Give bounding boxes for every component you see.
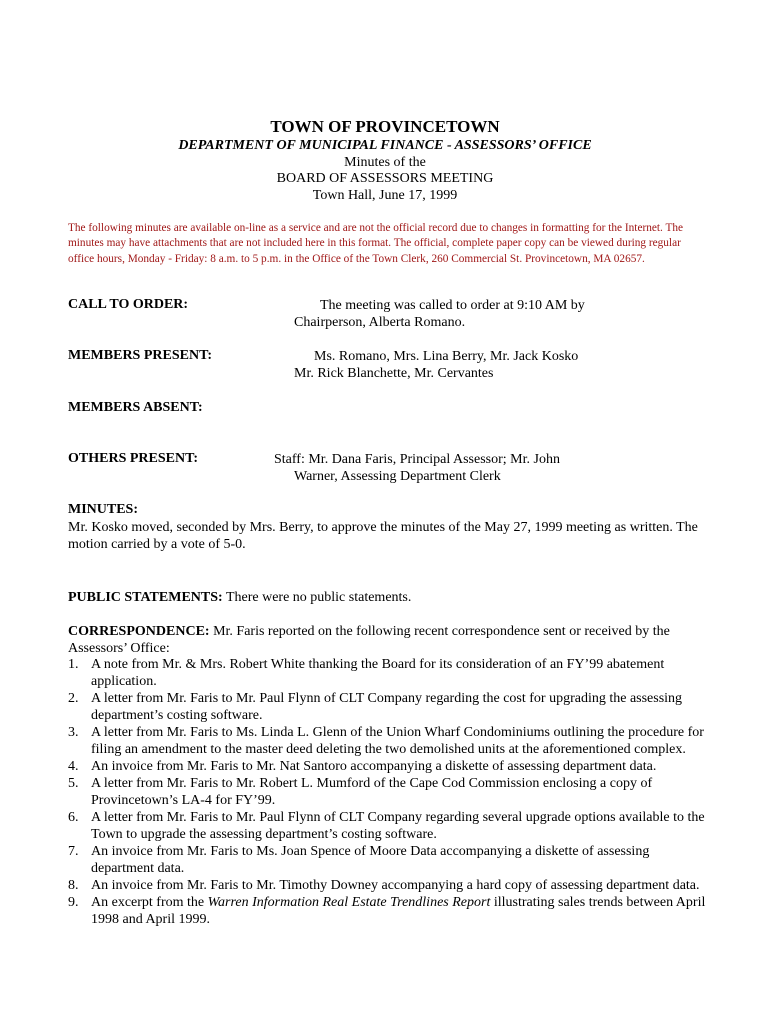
members-present-line1: Ms. Romano, Mrs. Lina Berry, Mr. Jack Kosko xyxy=(314,349,579,364)
list-item: 4. An invoice from Mr. Faris to Mr. Nat Santoro accompanying a diskette of assessing department data. xyxy=(68,759,657,774)
correspondence-intro: Mr. Faris reported on the following recent correspondence sent or received by the Assessors’ Office: xyxy=(68,624,670,656)
correspondence-label: CORRESPONDENCE: xyxy=(68,624,210,639)
others-present-label: OTHERS PRESENT: xyxy=(68,451,199,466)
list-item: 9. An excerpt from the Warren Information Real Estate Trendlines Report illustrating sales trends between April 1998 and April 1999. xyxy=(68,895,706,927)
report-title: Warren Information Real Estate Trendlines Report xyxy=(207,895,491,910)
list-item: 3. A letter from Mr. Faris to Ms. Linda L. Glenn of the Union Wharf Condominiums outlining the procedure for filing an amendment to the master deed deleting the two demolished units at the aforementioned complex. xyxy=(68,725,704,757)
correspondence-paragraph xyxy=(68,623,708,657)
list-item: 8. An invoice from Mr. Faris to Mr. Timothy Downey accompanying a hard copy of assessing department data. xyxy=(68,878,700,893)
meeting-location-date: Town Hall, June 17, 1999 xyxy=(312,188,458,203)
minutes-label: MINUTES: xyxy=(68,502,139,517)
members-absent-label: MEMBERS ABSENT: xyxy=(68,400,203,415)
members-present-line2: Mr. Rick Blanchette, Mr. Cervantes xyxy=(294,366,494,381)
call-to-order-label: CALL TO ORDER: xyxy=(68,297,189,312)
call-to-order-line2: Chairperson, Alberta Romano. xyxy=(294,315,466,330)
public-statements-label: PUBLIC STATEMENTS: xyxy=(68,590,223,605)
document-title: TOWN OF PROVINCETOWN xyxy=(270,117,500,136)
list-item: 5. A letter from Mr. Faris to Mr. Robert L. Mumford of the Cape Cod Commission enclosing a copy of Provincetown’s LA-4 for FY’99. xyxy=(68,776,653,808)
others-present-line1: Staff: Mr. Dana Faris, Principal Assessor; Mr. John xyxy=(274,452,560,467)
correspondence-list xyxy=(68,656,708,928)
meeting-name: BOARD OF ASSESSORS MEETING xyxy=(276,171,494,186)
list-item: 6. A letter from Mr. Faris to Mr. Paul Flynn of CLT Company regarding several upgrade options available to the Town to upgrade the assessing department’s costing software. xyxy=(68,810,705,842)
minutes-of-line: Minutes of the xyxy=(344,155,426,170)
minutes-text: Mr. Kosko moved, seconded by Mrs. Berry, to approve the minutes of the May 27, 1999 meeting as written. The motion carried by a vote of 5-0. xyxy=(68,520,698,552)
call-to-order-line1: The meeting was called to order at 9:10 AM by xyxy=(320,298,585,313)
members-present-label: MEMBERS PRESENT: xyxy=(68,348,213,363)
list-item: 2. A letter from Mr. Faris to Mr. Paul Flynn of CLT Company regarding the cost for upgrading the assessing department’s costing software. xyxy=(68,691,683,723)
public-statements-text: There were no public statements. xyxy=(225,590,412,605)
online-notice: The following minutes are available on-line as a service and are not the official record due to changes in formatting for the Internet. The minutes may have attachments that are not included here in this format. The official, complete paper copy can be viewed during regular office hours, Monday - Friday: 8 a.m. to 5 p.m. in the Office of the Town Clerk, 260 Commercial St. Provincetown, MA 02657. xyxy=(68,222,684,265)
department-heading: DEPARTMENT OF MUNICIPAL FINANCE - ASSESSORS’ OFFICE xyxy=(178,138,592,153)
list-item: 7. An invoice from Mr. Faris to Ms. Joan Spence of Moore Data accompanying a diskette of assessing department data. xyxy=(68,844,650,876)
public-statements-paragraph xyxy=(68,589,708,606)
list-item: 1. A note from Mr. & Mrs. Robert White thanking the Board for its consideration of an FY’99 abatement application. xyxy=(68,657,665,689)
others-present-line2: Warner, Assessing Department Clerk xyxy=(294,469,501,484)
